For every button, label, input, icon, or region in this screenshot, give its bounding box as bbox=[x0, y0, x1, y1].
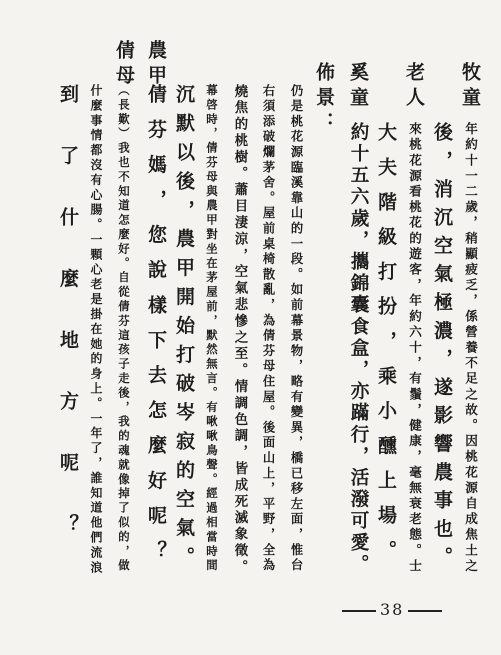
text-column: 仍是桃花源臨溪靠山的一段。如前幕景物，略有變異，橋已移左面，惟台 bbox=[289, 84, 304, 574]
text-column: 年約十一二歲，稍顯疲乏，係營養不足之故。因桃花源自成焦土之 bbox=[463, 122, 478, 575]
section-label-scenery: 佈景： bbox=[313, 62, 335, 137]
text-column: 到了什麼地方呢？ bbox=[57, 84, 79, 576]
page-number-value: 38 bbox=[380, 600, 405, 619]
text-column: 右須添破爛茅舍。屋前桌椅散亂，為倩芬母住屋。後面山上，平野，全為 bbox=[261, 84, 276, 574]
text-column: 燒焦的桃樹。蕭目淒涼，空氣悲慘之至。情調色調，皆成死滅象徵。 bbox=[232, 84, 248, 576]
page-number bbox=[338, 600, 446, 619]
text-column: 來桃花源看桃花的遊客，年約六十，有鬚，健康，毫無衰老態。士 bbox=[407, 122, 422, 575]
text-column: 後，消沉空氣極濃，遂影響農事也。 bbox=[431, 122, 453, 575]
text-column: 什麼事情都沒有心腸。一顆心老是掛在她的身上。一年了，誰知道他們流浪 bbox=[89, 84, 103, 576]
speaker-label: 老人 bbox=[403, 62, 425, 112]
text-column: 大夫階級打扮，乘小醺上場。 bbox=[375, 122, 397, 575]
page-number-dash-left bbox=[342, 610, 376, 612]
text-column: 倩芬媽，您說樣下去怎麼好呢？ bbox=[145, 84, 167, 576]
speaker-label: 倩母 bbox=[113, 40, 135, 90]
text-column: （長歎）我也不知道怎麼好。自從倩芬這孩子走後，我的魂就像掉了似的，做 bbox=[117, 84, 131, 574]
text-column: 幕啓時，倩芬母與農甲對坐在茅屋前，默然無言。有啾啾鳥聲。經過相當時間 bbox=[205, 84, 219, 574]
text-column: 沉默以後，農甲開始打破岑寂的空氣。 bbox=[173, 84, 195, 576]
speaker-label: 牧童 bbox=[459, 62, 481, 112]
page-number-dash-right bbox=[408, 610, 442, 612]
speaker-label: 農甲 bbox=[145, 40, 167, 90]
text-column: 約十五六歲，攜錦囊食盒，亦蹣行，活潑可愛。 bbox=[348, 122, 369, 576]
speaker-label: 奚童 bbox=[347, 62, 369, 112]
